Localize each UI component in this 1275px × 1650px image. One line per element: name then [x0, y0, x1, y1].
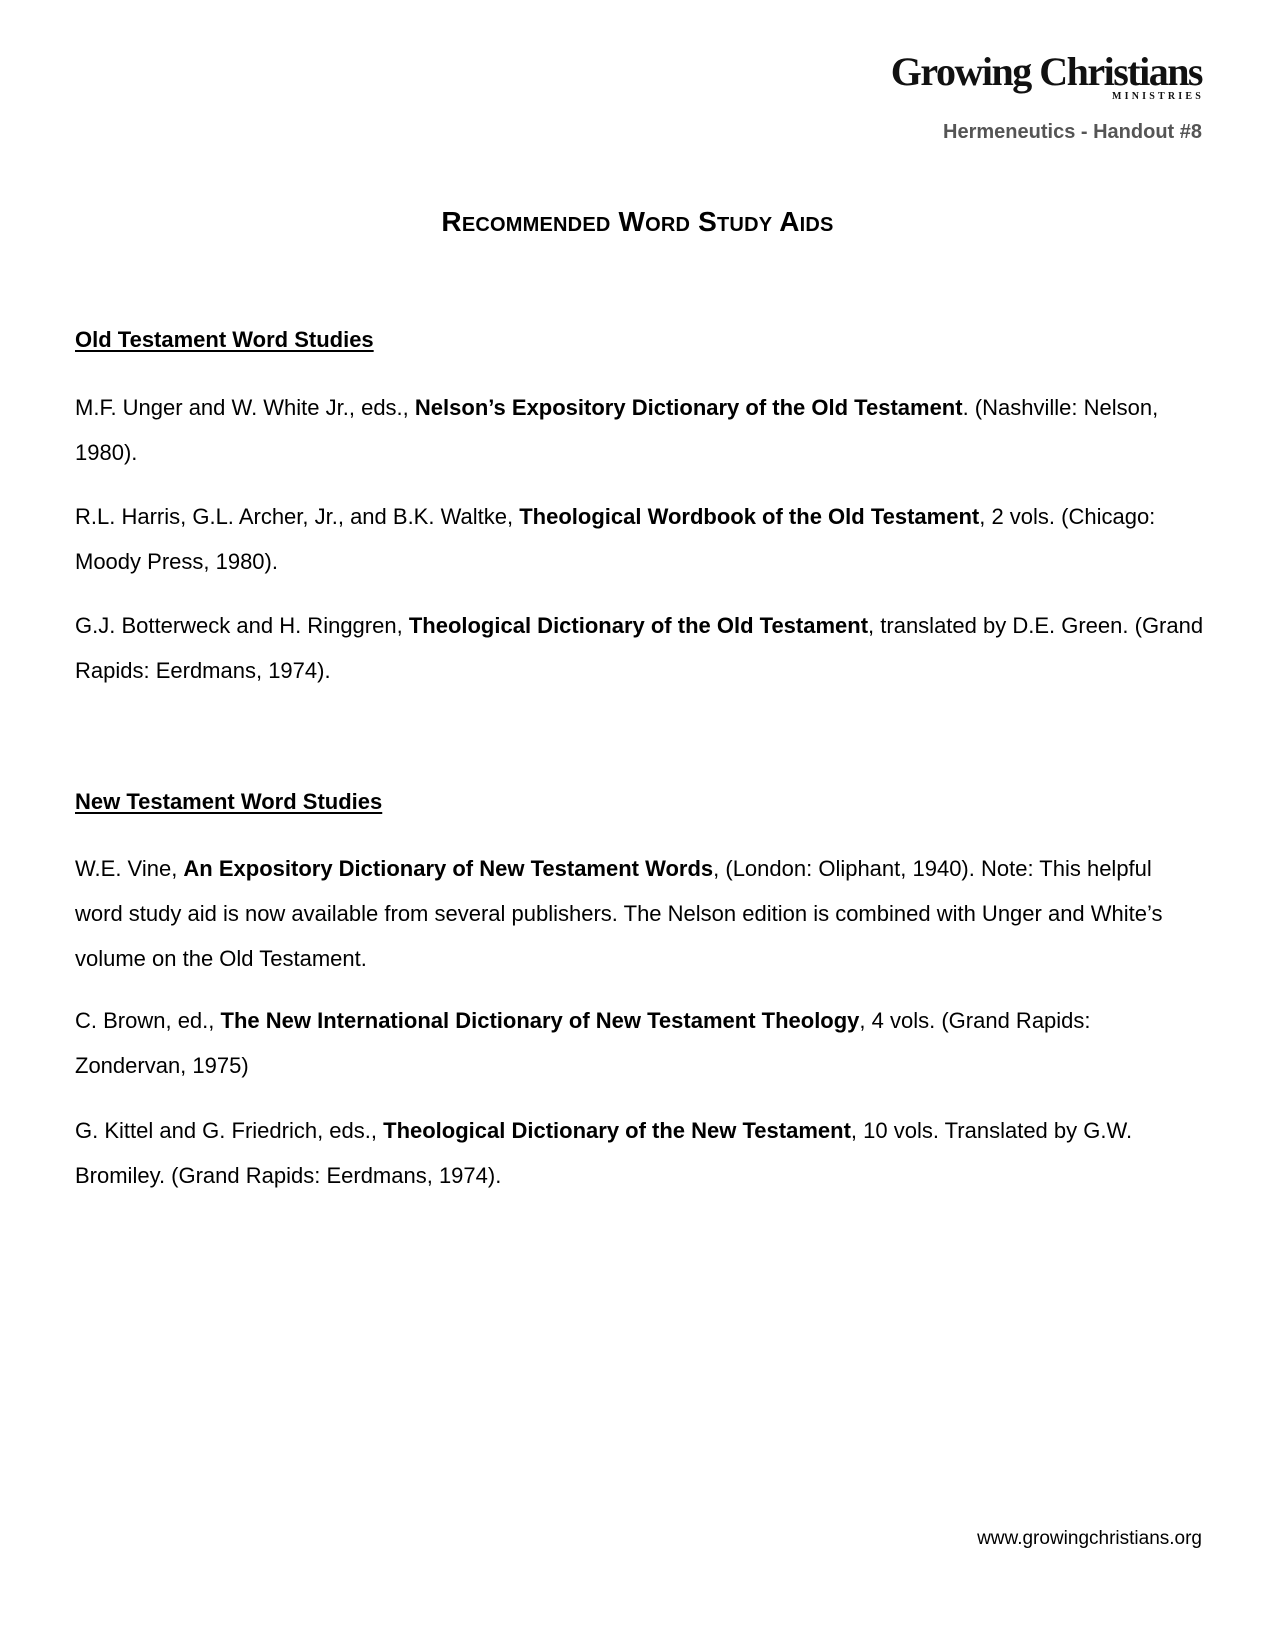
- logo: [891, 50, 1202, 102]
- entry-authors: G. Kittel and G. Friedrich, eds.,: [75, 1118, 384, 1143]
- entry-details: . (Nashville: Nelson, 1980).: [75, 395, 1159, 465]
- entry-title: The New International Dictionary of New Testament Theology: [220, 1008, 860, 1033]
- entry-details: , 10 vols. Translated by G.W. Bromiley. (Grand Rapids: Eerdmans, 1974).: [75, 1118, 1133, 1188]
- entry-authors: R.L. Harris, G.L. Archer, Jr., and B.K. Waltke,: [75, 504, 520, 529]
- entry-title: Theological Dictionary of the New Testament: [383, 1118, 851, 1143]
- entry-title: Theological Dictionary of the Old Testament: [408, 613, 869, 638]
- entry-title: An Expository Dictionary of New Testament Words: [183, 856, 714, 881]
- handout-label: Hermeneutics - Handout #8: [943, 121, 1202, 143]
- entry-details: , 2 vols. (Chicago: Moody Press, 1980).: [75, 504, 1156, 574]
- page-title: Recommended Word Study Aids: [441, 206, 834, 237]
- logo-name: Growing Christians: [890, 49, 1202, 94]
- entry-title: Theological Wordbook of the Old Testament: [519, 504, 980, 529]
- logo-subtitle: MINISTRIES: [1111, 91, 1204, 102]
- entry-authors: G.J. Botterweck and H. Ringgren,: [75, 613, 409, 638]
- bibliography-entry: [75, 1108, 1205, 1198]
- bibliography-entry: [75, 494, 1205, 584]
- entry-authors: M.F. Unger and W. White Jr., eds.,: [75, 395, 415, 420]
- bibliography-entry: [75, 603, 1205, 693]
- entry-authors: W.E. Vine,: [75, 856, 184, 881]
- footer-url: www.growingchristians.org: [977, 1528, 1202, 1549]
- entry-title: Nelson’s Expository Dictionary of the Old Testament: [414, 395, 963, 420]
- section-heading-new-testament: New Testament Word Studies: [75, 789, 383, 814]
- section-heading-old-testament: Old Testament Word Studies: [75, 327, 374, 352]
- entry-details: , 4 vols. (Grand Rapids: Zondervan, 1975): [75, 1008, 1091, 1078]
- entry-details: , (London: Oliphant, 1940). Note: This helpful word study aid is now available from several publishers. The Nelson edition is combined with Unger and White’s volume on the Old Testament.: [75, 856, 1163, 971]
- bibliography-entry: [75, 998, 1205, 1088]
- entry-authors: C. Brown, ed.,: [75, 1008, 221, 1033]
- bibliography-entry: [75, 846, 1205, 981]
- bibliography-entry: [75, 385, 1205, 475]
- entry-details: , translated by D.E. Green. (Grand Rapids: Eerdmans, 1974).: [75, 613, 1204, 683]
